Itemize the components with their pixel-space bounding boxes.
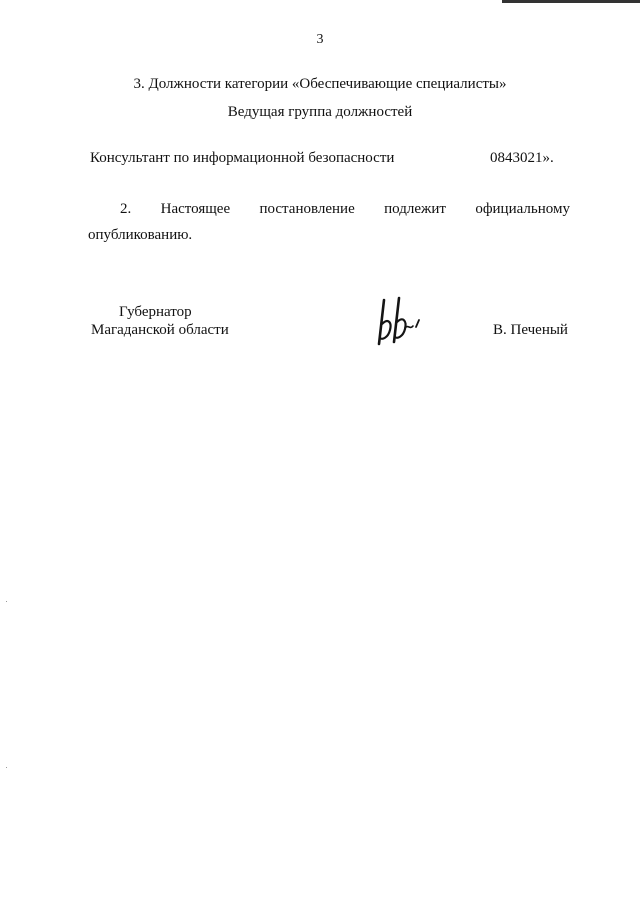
signatory-title-line-1: Губернатор [119, 304, 192, 320]
paragraph-word: Настоящее [160, 201, 231, 217]
page-number: 3 [316, 32, 324, 47]
section-heading: 3. Должности категории «Обеспечивающие специалисты» [133, 76, 507, 92]
signatory-name: В. Печеный [493, 322, 568, 338]
paragraph-2-first-line [88, 201, 570, 218]
scan-speck [6, 767, 7, 768]
paragraph-word: подлежит [384, 201, 446, 217]
signatory-title-line-2: Магаданской области [91, 322, 229, 338]
handwritten-signature [372, 294, 428, 350]
paragraph-2-continuation: опубликованию. [88, 227, 193, 243]
paragraph-word: постановление [259, 201, 355, 217]
position-code: 0843021». [490, 150, 554, 166]
scan-speck [6, 601, 7, 602]
position-title: Консультант по информационной безопасности [90, 150, 395, 166]
paragraph-number: 2. [120, 201, 132, 217]
group-heading: Ведущая группа должностей [227, 104, 413, 120]
paragraph-word: официальному [475, 201, 570, 217]
scan-edge-mark [502, 0, 640, 3]
